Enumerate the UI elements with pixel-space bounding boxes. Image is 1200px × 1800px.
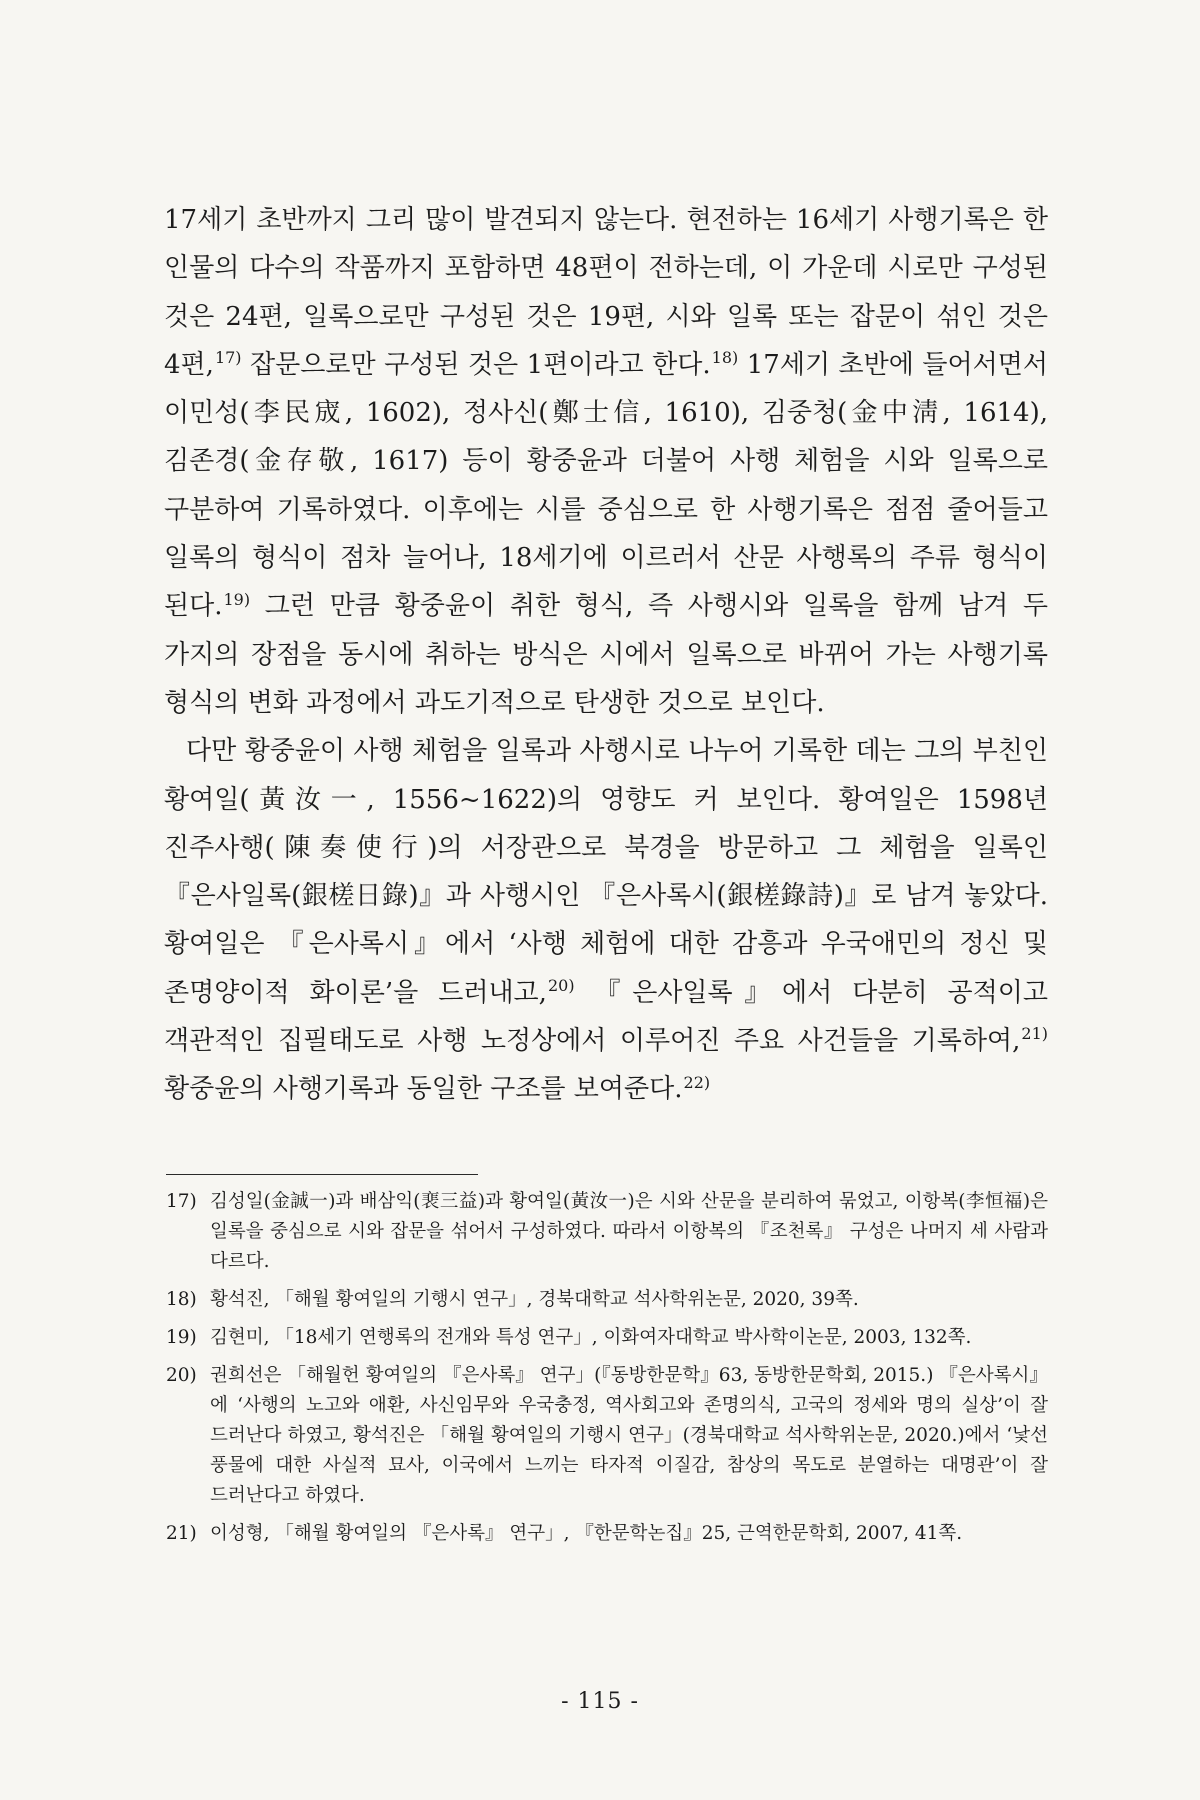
footnote-number: 21) [166,1523,197,1544]
footnote [166,1519,1048,1549]
footnotes [166,1187,1048,1557]
footnote-text: 김성일(金誠一)과 배삼익(裵三益)과 황여일(黃汝一)은 시와 산문을 분리하여 묶었고, 이항복(李恒福)은 일록을 중심으로 시와 잡문을 섞어서 구성하였다. 따라서 이항복의 『조천록』 구성은 나머지 세 사람과 다르다. [210,1191,1048,1272]
footnote-reference[interactable]: 21) [1021,1024,1048,1044]
footnote-number: 17) [166,1191,197,1212]
footnote-reference[interactable]: 19) [223,589,251,609]
footnote-reference[interactable]: 18) [711,348,739,368]
text-run: 17세기 초반에 들어서면서 이민성(李民宬, 1602), 정사신(鄭士信, 1610), 김중청(金中淸, 1614), 김존경(金存敬, 1617) 등이 황중윤과 더불어 사행 체험을 시와 일록으로 구분하여 기록하였다. 이후에는 시를 중심으로 한 사행기록은 점점 줄어들고 일록의 형식이 점차 늘어나, 18세기에 이르러서 산문 사행록의 주류 형식이 된다. [164,349,1048,622]
footnote [166,1285,1048,1315]
text-run: 17세기 초반까지 그리 많이 발견되지 않는다. 현전하는 16세기 사행기록은 한 인물의 다수의 작품까지 포함하면 48편이 전하는데, 이 가운데 시로만 구성된 것은 24편, 일록으로만 구성된 것은 19편, 시와 일록 또는 잡문이 섞인 것은 4편, [164,205,1048,380]
footnote-reference[interactable]: 20) [547,976,575,996]
text-run: 황중윤의 사행기록과 동일한 구조를 보여준다. [164,1074,683,1105]
paragraph [164,727,1048,1113]
text-run: 다만 황중윤이 사행 체험을 일록과 사행시로 나누어 기록한 데는 그의 부친인 황여일(黃汝一, 1556~1622)의 영향도 커 보인다. 황여일은 1598년 진주사행(陳奏使行)의 서장관으로 북경을 방문하고 그 체험을 일록인 『은사일록(銀槎日錄)』과 사행시인 『은사록시(銀槎錄詩)』로 남겨 놓았다. 황여일은 『은사록시』에서 ‘사행 체험에 대한 감흥과 우국애민의 정신 및 존명양이적 화이론’을 드러내고, [164,736,1048,1008]
footnote-number: 18) [166,1289,197,1310]
page-number: - 115 - [561,1689,639,1714]
footnote [166,1323,1048,1353]
footnote-text: 김현미, 「18세기 연행록의 전개와 특성 연구」, 이화여자대학교 박사학이논문, 2003, 132쪽. [210,1327,972,1348]
footnote-number: 19) [166,1327,197,1348]
footnote-text: 황석진, 「해월 황여일의 기행시 연구」, 경북대학교 석사학위논문, 2020, 39쪽. [210,1289,859,1310]
body-text [164,196,1048,1114]
text-run: 그런 만큼 황중윤이 취한 형식, 즉 사행시와 일록을 함께 남겨 두 가지의 장점을 동시에 취하는 방식은 시에서 일록으로 바뀌어 가는 사행기록 형식의 변화 과정에서 과도기적으로 탄생한 것으로 보인다. [164,591,1048,718]
footnote-number: 20) [166,1365,197,1386]
footnote-text: 권희선은 「해월헌 황여일의 『은사록』 연구」(『동방한문학』63, 동방한문학회, 2015.) 『은사록시』에 ‘사행의 노고와 애환, 사신임무와 우국충정, 역사회고와 존명의식, 고국의 정세와 명의 실상’이 잘 드러난다 하였고, 황석진은 「해월 황여일의 기행시 연구」(경북대학교 석사학위논문, 2020.)에서 ‘낯선 풍물에 대한 사실적 묘사, 이국에서 느끼는 타자적 이질감, 참상의 목도로 분열하는 대명관’이 잘 드러난다고 하였다. [210,1365,1048,1506]
footnote [166,1361,1048,1511]
footnote-reference[interactable]: 22) [683,1072,711,1092]
footnote-divider [166,1174,478,1175]
text-run: 잡문으로만 구성된 것은 1편이라고 한다. [241,349,711,380]
footnote-text: 이성형, 「해월 황여일의 『은사록』 연구」, 『한문학논집』25, 근역한문학회, 2007, 41쪽. [210,1523,963,1544]
footnote-reference[interactable]: 17) [214,348,242,368]
text-run: 『은사일록』에서 다분히 공적이고 객관적인 집필태도로 사행 노정상에서 이루어진 주요 사건들을 기록하여, [164,977,1048,1057]
paragraph [164,196,1048,727]
footnote [166,1187,1048,1277]
